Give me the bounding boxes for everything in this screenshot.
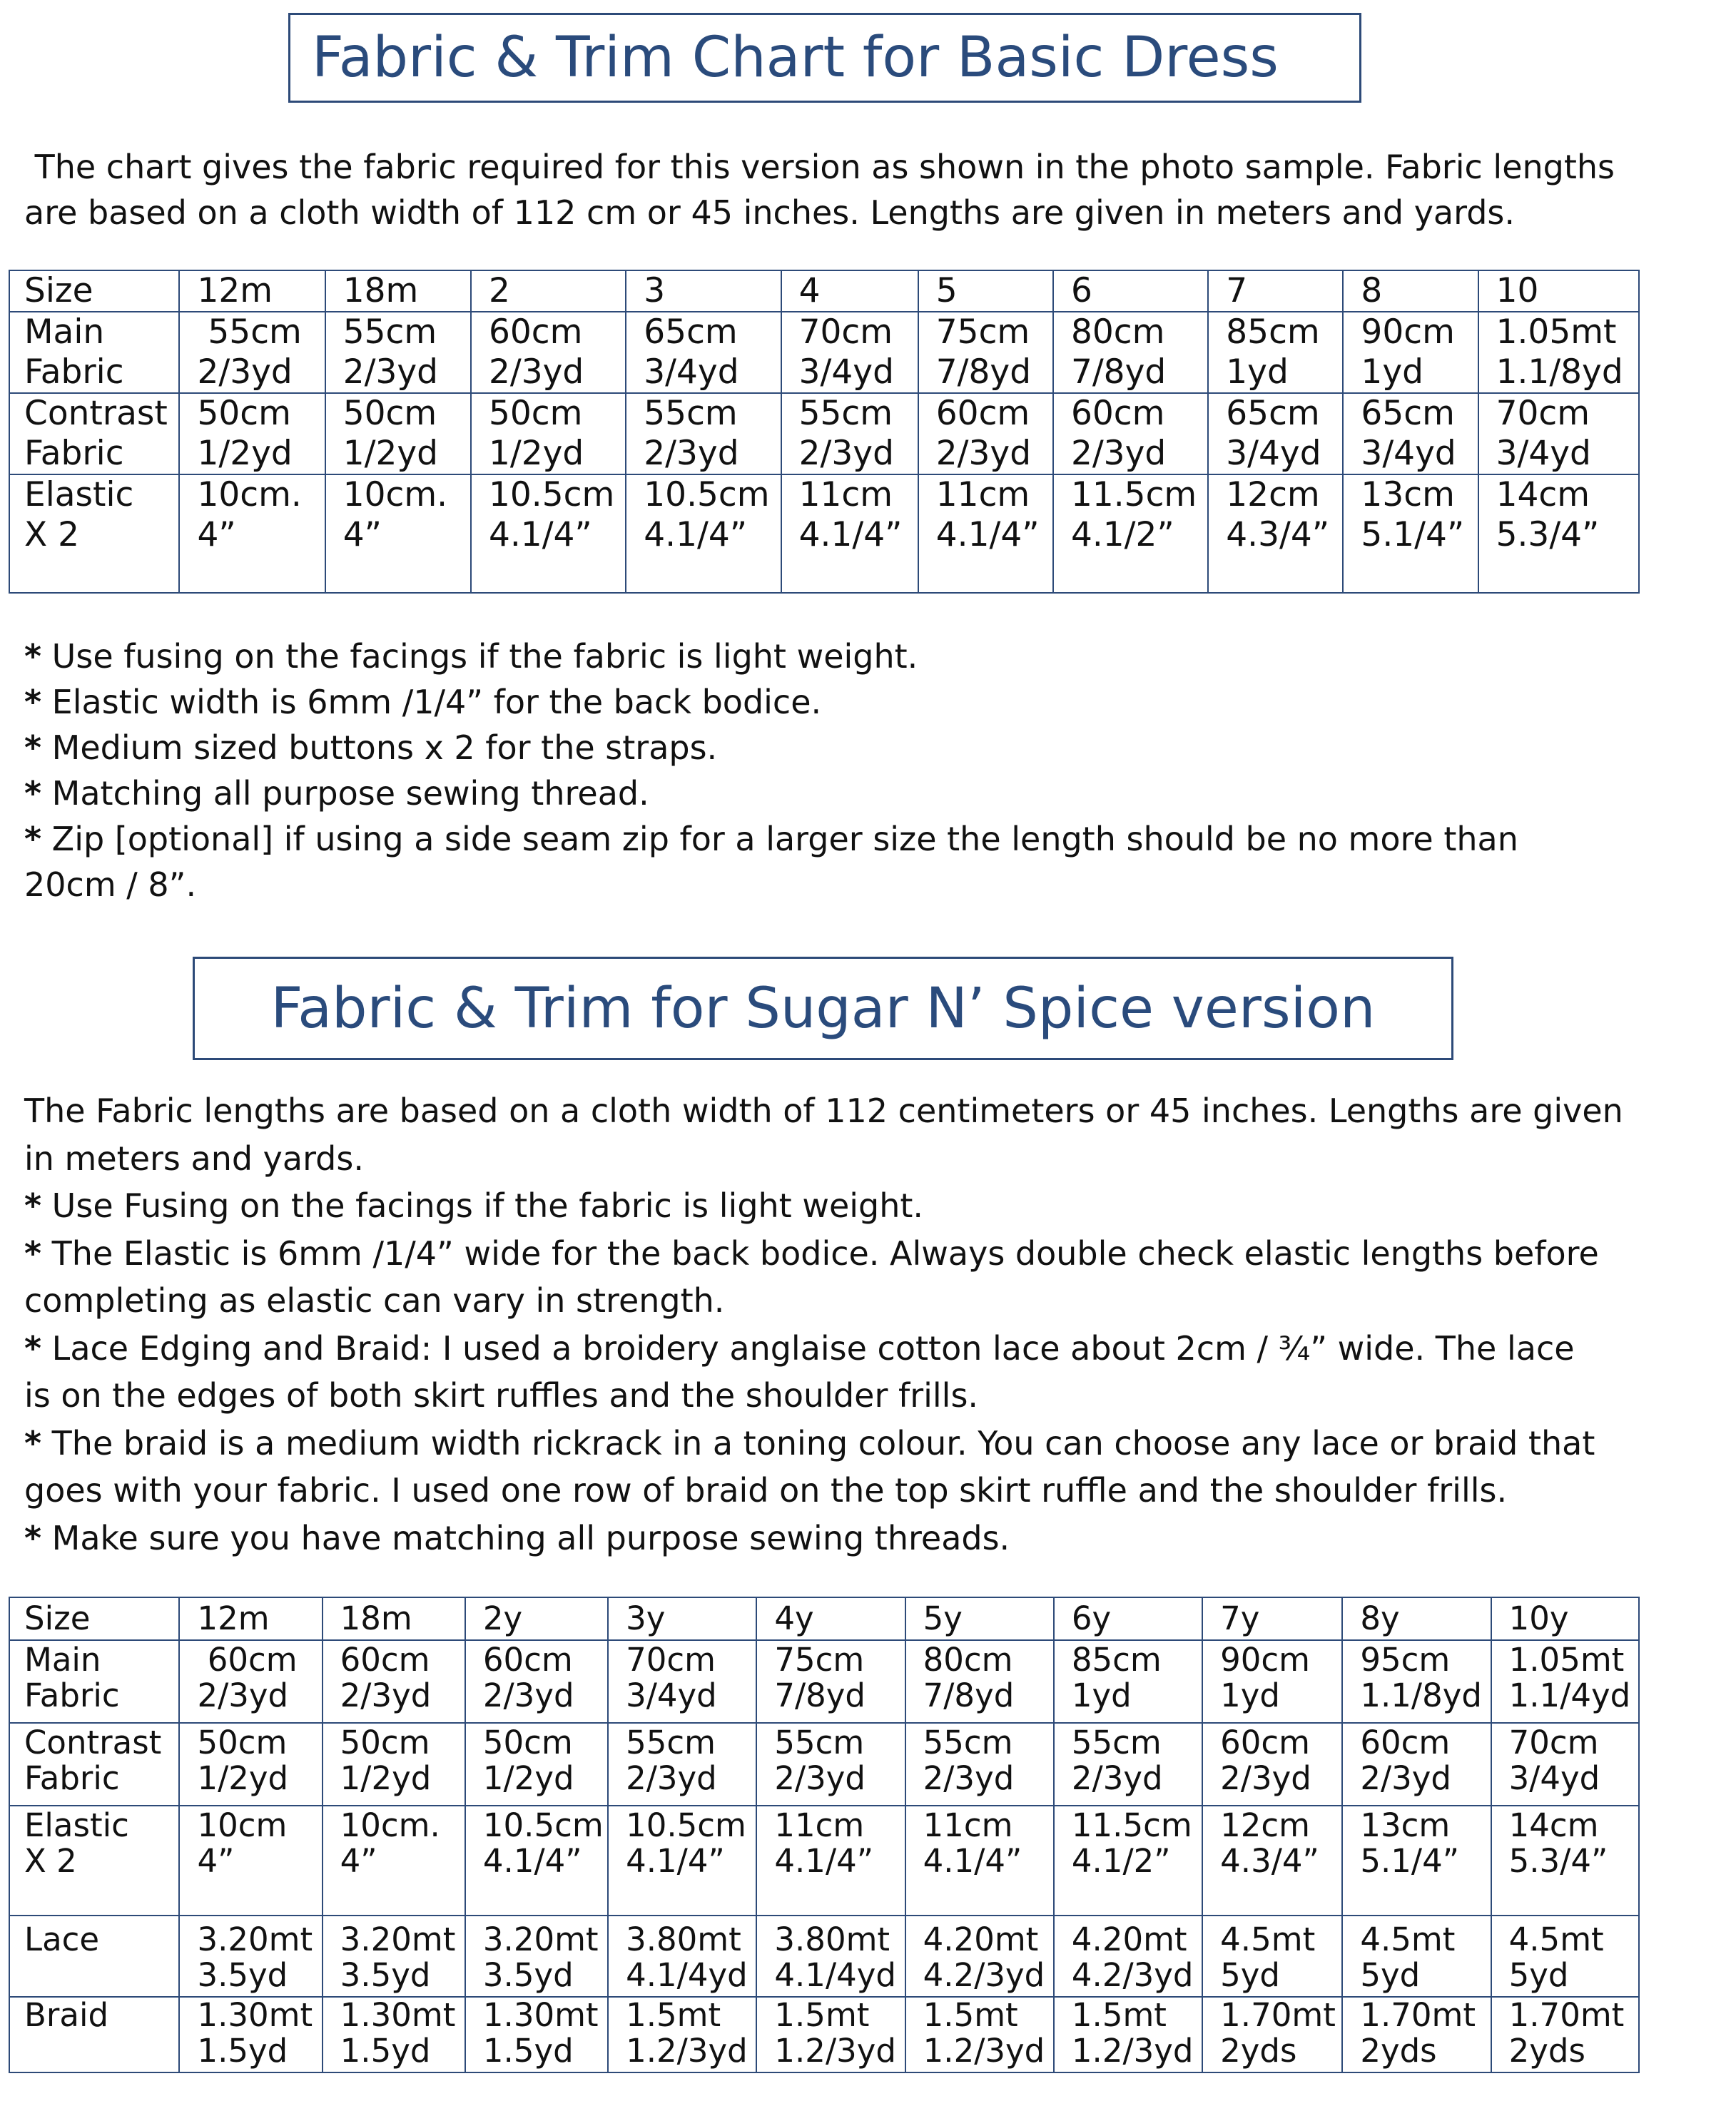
table-cell: 14cm 5.3/4” bbox=[1491, 1806, 1639, 1916]
table-cell: 1.5mt 1.2/3yd bbox=[608, 1997, 756, 2072]
size-header-row bbox=[9, 1597, 1639, 1640]
table-row bbox=[9, 1916, 1639, 1997]
note-text: completing as elastic can vary in strength. bbox=[24, 1281, 725, 1320]
table-row bbox=[9, 1806, 1639, 1916]
note-text: The Fabric lengths are based on a cloth width of 112 centimeters or 45 inches. Lengths are given bbox=[24, 1092, 1623, 1130]
table-cell: 1.70mt 2yds bbox=[1342, 1997, 1491, 2072]
table-cell: 10cm. 4” bbox=[179, 474, 325, 593]
note-line bbox=[24, 1277, 1694, 1325]
table-cell: 50cm 1/2yd bbox=[323, 1723, 465, 1806]
table-cell: 80cm 7/8yd bbox=[905, 1640, 1054, 1723]
note-line bbox=[24, 679, 1694, 725]
note-text: The braid is a medium width rickrack in a toning colour. You can choose any lace or braid that bbox=[41, 1423, 1595, 1463]
table-cell: 55cm 2/3yd bbox=[179, 312, 325, 393]
table-cell: 95cm 1.1/8yd bbox=[1342, 1640, 1491, 1723]
table-cell: 60cm 2/3yd bbox=[465, 1640, 608, 1723]
table-cell: 50cm 1/2yd bbox=[471, 393, 626, 474]
table-cell: 1.05mt 1.1/4yd bbox=[1491, 1640, 1639, 1723]
table-cell: 60cm 2/3yd bbox=[1053, 393, 1208, 474]
table-cell: 50cm 1/2yd bbox=[465, 1723, 608, 1806]
section2-title: Fabric & Trim for Sugar N’ Spice version bbox=[193, 957, 1453, 1060]
table-cell: 60cm 2/3yd bbox=[918, 393, 1053, 474]
note-line bbox=[24, 862, 1694, 907]
note-text: Use fusing on the facings if the fabric is light weight. bbox=[41, 637, 918, 676]
table-cell: 60cm 2/3yd bbox=[471, 312, 626, 393]
table-row bbox=[9, 1997, 1639, 2072]
size-cell: 18m bbox=[323, 1597, 465, 1640]
note-text: Elastic width is 6mm /1/4” for the back bodice. bbox=[41, 683, 822, 721]
table-cell: 80cm 7/8yd bbox=[1053, 312, 1208, 393]
table-cell: 1.5mt 1.2/3yd bbox=[756, 1997, 905, 2072]
size-cell: 12m bbox=[179, 270, 325, 312]
table-cell: 65cm 3/4yd bbox=[1208, 393, 1343, 474]
note-line bbox=[24, 634, 1694, 679]
table-cell: 70cm 3/4yd bbox=[608, 1640, 756, 1723]
table-cell: 55cm 2/3yd bbox=[626, 393, 781, 474]
table-cell: 11cm 4.1/4” bbox=[756, 1806, 905, 1916]
row-label: Lace bbox=[9, 1916, 179, 1997]
note-text: is on the edges of both skirt ruffles and the shoulder frills. bbox=[24, 1376, 979, 1415]
table-cell: 75cm 7/8yd bbox=[756, 1640, 905, 1723]
table-cell: 10cm. 4” bbox=[325, 474, 471, 593]
table-cell: 85cm 1yd bbox=[1208, 312, 1343, 393]
table-cell: 65cm 3/4yd bbox=[1343, 393, 1478, 474]
table-cell: 85cm 1yd bbox=[1054, 1640, 1202, 1723]
intro-line: The chart gives the fabric required for this version as shown in the photo sample. Fabric lengths bbox=[24, 148, 1615, 186]
table-cell: 13cm 5.1/4” bbox=[1342, 1806, 1491, 1916]
table-cell: 1.30mt 1.5yd bbox=[179, 1997, 322, 2072]
section1-notes bbox=[24, 634, 1694, 907]
row-label: Braid bbox=[9, 1997, 179, 2072]
note-line bbox=[24, 1372, 1694, 1420]
table-row bbox=[9, 474, 1639, 593]
intro-line: are based on a cloth width of 112 cm or 45 inches. Lengths are given in meters and yards. bbox=[24, 193, 1516, 232]
asterisk-icon: * bbox=[24, 1518, 42, 1557]
table-cell: 60cm 2/3yd bbox=[1342, 1723, 1491, 1806]
note-line bbox=[24, 1467, 1694, 1515]
table-cell: 3.80mt 4.1/4yd bbox=[756, 1916, 905, 1997]
note-text: in meters and yards. bbox=[24, 1139, 364, 1178]
size-cell: 7 bbox=[1208, 270, 1343, 312]
table-cell: 1.30mt 1.5yd bbox=[465, 1997, 608, 2072]
table-cell: 1.30mt 1.5yd bbox=[323, 1997, 465, 2072]
note-text: Make sure you have matching all purpose sewing threads. bbox=[41, 1518, 1010, 1557]
table-cell: 1.5mt 1.2/3yd bbox=[1054, 1997, 1202, 2072]
table-cell: 90cm 1yd bbox=[1202, 1640, 1342, 1723]
note-line bbox=[24, 816, 1694, 862]
section1-title: Fabric & Trim Chart for Basic Dress bbox=[288, 13, 1361, 103]
table-cell: 1.5mt 1.2/3yd bbox=[905, 1997, 1054, 2072]
table-cell: 55cm 2/3yd bbox=[1054, 1723, 1202, 1806]
table-cell: 55cm 2/3yd bbox=[905, 1723, 1054, 1806]
table-cell: 70cm 3/4yd bbox=[1491, 1723, 1639, 1806]
sugar-n-spice-chart bbox=[9, 1597, 1640, 2073]
row-label: Elastic X 2 bbox=[9, 474, 179, 593]
table-cell: 55cm 2/3yd bbox=[325, 312, 471, 393]
note-text: 20cm / 8”. bbox=[24, 865, 197, 904]
note-line bbox=[24, 725, 1694, 770]
size-cell: 10y bbox=[1491, 1597, 1639, 1640]
note-line bbox=[24, 1182, 1694, 1230]
table-cell: 4.5mt 5yd bbox=[1342, 1916, 1491, 1997]
table-cell: 10.5cm 4.1/4” bbox=[471, 474, 626, 593]
table-cell: 11.5cm 4.1/2” bbox=[1053, 474, 1208, 593]
size-label: Size bbox=[9, 1597, 179, 1640]
table-cell: 11.5cm 4.1/2” bbox=[1054, 1806, 1202, 1916]
row-label: Contrast Fabric bbox=[9, 1723, 179, 1806]
note-text: Lace Edging and Braid: I used a broidery anglaise cotton lace about 2cm / ¾” wide. The lace bbox=[41, 1328, 1575, 1368]
size-cell: 8y bbox=[1342, 1597, 1491, 1640]
table-cell: 55cm 2/3yd bbox=[781, 393, 918, 474]
table-cell: 10.5cm 4.1/4” bbox=[626, 474, 781, 593]
asterisk-icon: * bbox=[24, 683, 42, 721]
note-text: Matching all purpose sewing thread. bbox=[41, 774, 649, 813]
note-line bbox=[24, 1087, 1694, 1135]
table-cell: 12cm 4.3/4” bbox=[1202, 1806, 1342, 1916]
size-cell: 4y bbox=[756, 1597, 905, 1640]
table-cell: 60cm 2/3yd bbox=[179, 1640, 322, 1723]
table-cell: 1.05mt 1.1/8yd bbox=[1478, 312, 1639, 393]
table-cell: 3.20mt 3.5yd bbox=[465, 1916, 608, 1997]
note-line bbox=[24, 1325, 1694, 1373]
row-label: Main Fabric bbox=[9, 312, 179, 393]
table-cell: 1.70mt 2yds bbox=[1202, 1997, 1342, 2072]
note-text: goes with your fabric. I used one row of braid on the top skirt ruffle and the shoulder frills. bbox=[24, 1471, 1508, 1510]
table-row bbox=[9, 1723, 1639, 1806]
asterisk-icon: * bbox=[24, 637, 42, 676]
table-cell: 13cm 5.1/4” bbox=[1343, 474, 1478, 593]
table-cell: 75cm 7/8yd bbox=[918, 312, 1053, 393]
note-line bbox=[24, 1135, 1694, 1183]
asterisk-icon: * bbox=[24, 774, 42, 813]
table-row bbox=[9, 312, 1639, 393]
size-cell: 7y bbox=[1202, 1597, 1342, 1640]
table-cell: 60cm 2/3yd bbox=[323, 1640, 465, 1723]
table-cell: 50cm 1/2yd bbox=[179, 393, 325, 474]
note-line bbox=[24, 1420, 1694, 1467]
asterisk-icon: * bbox=[24, 820, 42, 858]
row-label: Elastic X 2 bbox=[9, 1806, 179, 1916]
size-cell: 3y bbox=[608, 1597, 756, 1640]
size-cell: 4 bbox=[781, 270, 918, 312]
table-cell: 50cm 1/2yd bbox=[179, 1723, 322, 1806]
table-cell: 10.5cm 4.1/4” bbox=[465, 1806, 608, 1916]
size-cell: 10 bbox=[1478, 270, 1639, 312]
table-cell: 70cm 3/4yd bbox=[1478, 393, 1639, 474]
section2-notes bbox=[24, 1087, 1694, 1562]
row-label: Contrast Fabric bbox=[9, 393, 179, 474]
table-row bbox=[9, 1640, 1639, 1723]
table-cell: 4.5mt 5yd bbox=[1202, 1916, 1342, 1997]
note-line bbox=[24, 1515, 1694, 1562]
table-cell: 4.20mt 4.2/3yd bbox=[1054, 1916, 1202, 1997]
asterisk-icon: * bbox=[24, 1328, 42, 1368]
basic-dress-chart bbox=[9, 270, 1640, 594]
asterisk-icon: * bbox=[24, 728, 42, 767]
table-cell: 55cm 2/3yd bbox=[608, 1723, 756, 1806]
row-label: Main Fabric bbox=[9, 1640, 179, 1723]
note-line bbox=[24, 1230, 1694, 1278]
size-label: Size bbox=[9, 270, 179, 312]
table-cell: 90cm 1yd bbox=[1343, 312, 1478, 393]
table-cell: 3.80mt 4.1/4yd bbox=[608, 1916, 756, 1997]
table-cell: 70cm 3/4yd bbox=[781, 312, 918, 393]
size-cell: 6 bbox=[1053, 270, 1208, 312]
section1-intro bbox=[24, 144, 1694, 235]
table-cell: 3.20mt 3.5yd bbox=[179, 1916, 322, 1997]
table-cell: 11cm 4.1/4” bbox=[781, 474, 918, 593]
table-cell: 65cm 3/4yd bbox=[626, 312, 781, 393]
asterisk-icon: * bbox=[24, 1423, 42, 1463]
size-cell: 2y bbox=[465, 1597, 608, 1640]
table-cell: 12cm 4.3/4” bbox=[1208, 474, 1343, 593]
table-cell: 10cm 4” bbox=[179, 1806, 322, 1916]
asterisk-icon: * bbox=[24, 1186, 42, 1225]
size-cell: 6y bbox=[1054, 1597, 1202, 1640]
note-line bbox=[24, 770, 1694, 816]
note-text: Medium sized buttons x 2 for the straps. bbox=[41, 728, 718, 767]
size-cell: 3 bbox=[626, 270, 781, 312]
table-cell: 10.5cm 4.1/4” bbox=[608, 1806, 756, 1916]
size-cell: 2 bbox=[471, 270, 626, 312]
note-text: Use Fusing on the facings if the fabric is light weight. bbox=[41, 1186, 924, 1225]
size-cell: 12m bbox=[179, 1597, 322, 1640]
note-text: The Elastic is 6mm /1/4” wide for the back bodice. Always double check elastic lengths before bbox=[41, 1233, 1599, 1273]
size-header-row bbox=[9, 270, 1639, 312]
table-cell: 55cm 2/3yd bbox=[756, 1723, 905, 1806]
size-cell: 5 bbox=[918, 270, 1053, 312]
table-cell: 4.5mt 5yd bbox=[1491, 1916, 1639, 1997]
size-cell: 18m bbox=[325, 270, 471, 312]
size-cell: 5y bbox=[905, 1597, 1054, 1640]
table-cell: 11cm 4.1/4” bbox=[905, 1806, 1054, 1916]
size-cell: 8 bbox=[1343, 270, 1478, 312]
asterisk-icon: * bbox=[24, 1233, 42, 1273]
table-row bbox=[9, 393, 1639, 474]
table-cell: 14cm 5.3/4” bbox=[1478, 474, 1639, 593]
table-cell: 11cm 4.1/4” bbox=[918, 474, 1053, 593]
table-cell: 50cm 1/2yd bbox=[325, 393, 471, 474]
table-cell: 4.20mt 4.2/3yd bbox=[905, 1916, 1054, 1997]
note-text: Zip [optional] if using a side seam zip for a larger size the length should be no more than bbox=[41, 820, 1518, 858]
table-cell: 3.20mt 3.5yd bbox=[323, 1916, 465, 1997]
table-cell: 1.70mt 2yds bbox=[1491, 1997, 1639, 2072]
table-cell: 10cm. 4” bbox=[323, 1806, 465, 1916]
table-cell: 60cm 2/3yd bbox=[1202, 1723, 1342, 1806]
